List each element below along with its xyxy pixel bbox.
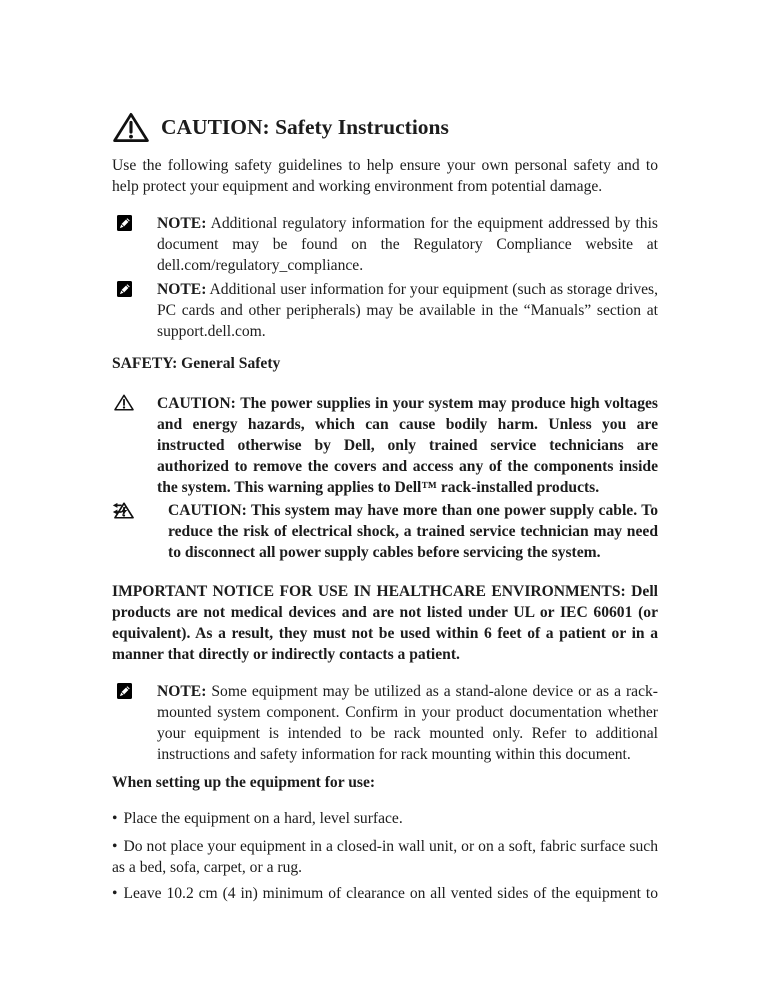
bullet-text: Do not place your equipment in a closed-in wall unit, or on a soft, fabric surface such as a bed, sofa, carpet, or a rug. bbox=[112, 838, 658, 876]
bullet-marker: • bbox=[112, 885, 118, 902]
bullet-text: Place the equipment on a hard, level surface. bbox=[123, 810, 403, 827]
warning-triangle-icon bbox=[114, 394, 134, 411]
caution-power-supplies bbox=[112, 393, 658, 498]
bullet-text: Leave 10.2 cm (4 in) minimum of clearance on all vented sides of the equipment to bbox=[123, 885, 658, 902]
caution-paragraph bbox=[168, 500, 658, 563]
bullet-marker: • bbox=[112, 838, 118, 855]
caution-label: CAUTION: bbox=[168, 502, 247, 519]
bullet-clearance bbox=[112, 883, 658, 904]
caution-body: The power supplies in your system may produce high voltages and energy hazards, which can cause bodily harm. Unless you are instructed otherwise by Dell, only trained service technicians are authorized to remove the covers and access any of the components inside the system. This warning applies to Dell™ rack-installed products. bbox=[157, 395, 658, 496]
note-paragraph bbox=[157, 681, 658, 765]
note-pencil-icon bbox=[117, 215, 132, 231]
note-pencil-icon bbox=[117, 683, 132, 699]
note-label: NOTE: bbox=[157, 683, 207, 700]
intro-paragraph: Use the following safety guidelines to help ensure your own personal safety and to help protect your equipment and working environment from potential damage. bbox=[112, 157, 658, 195]
note-manuals bbox=[112, 279, 658, 342]
bullet-no-closed-wall-unit bbox=[112, 836, 658, 878]
important-notice-paragraph: IMPORTANT NOTICE FOR USE IN HEALTHCARE ENVIRONMENTS: Dell products are not medical devices and are not listed under UL or IEC 60601 (or equivalent). As a result, they must not be used within 6 feet of a patient or in a manner that directly or indirectly contacts a patient. bbox=[112, 583, 658, 663]
caution-body: This system may have more than one power supply cable. To reduce the risk of electrical shock, a trained service technician may need to disconnect all power supply cables before servicing the system. bbox=[168, 502, 658, 561]
note-label: NOTE: bbox=[157, 281, 207, 298]
section-heading-general-safety: SAFETY: General Safety bbox=[112, 355, 281, 372]
note-pencil-icon bbox=[117, 281, 132, 297]
caution-label: CAUTION: bbox=[157, 395, 236, 412]
warning-triangle-icon bbox=[112, 112, 150, 143]
note-body: Additional regulatory information for the equipment addressed by this document may be found on the Regulatory Compliance website at dell.com/regulatory_compliance. bbox=[157, 215, 658, 274]
caution-power-cables bbox=[112, 500, 658, 563]
electrical-hazard-triangle-icon bbox=[114, 502, 134, 519]
caution-paragraph bbox=[157, 393, 658, 498]
setup-heading: When setting up the equipment for use: bbox=[112, 774, 376, 791]
note-paragraph bbox=[157, 279, 658, 342]
note-body: Some equipment may be utilized as a stand-alone device or as a rack-mounted system component. Confirm in your product documentation whether your equipment is intended to be rack mounted only. Refer to additional instructions and safety information for rack mounting within this document. bbox=[157, 683, 658, 763]
note-paragraph bbox=[157, 213, 658, 276]
doc-title-row bbox=[112, 112, 658, 143]
bullet-hard-level-surface bbox=[112, 808, 658, 829]
page-title: CAUTION: Safety Instructions bbox=[161, 115, 449, 139]
note-label: NOTE: bbox=[157, 215, 207, 232]
note-rack-mount bbox=[112, 681, 658, 765]
note-regulatory bbox=[112, 213, 658, 276]
bullet-marker: • bbox=[112, 810, 118, 827]
caution-icon-group bbox=[112, 501, 122, 518]
note-body: Additional user information for your equipment (such as storage drives, PC cards and other peripherals) may be available in the “Manuals” section at support.dell.com. bbox=[157, 281, 658, 340]
document-content bbox=[112, 112, 658, 911]
